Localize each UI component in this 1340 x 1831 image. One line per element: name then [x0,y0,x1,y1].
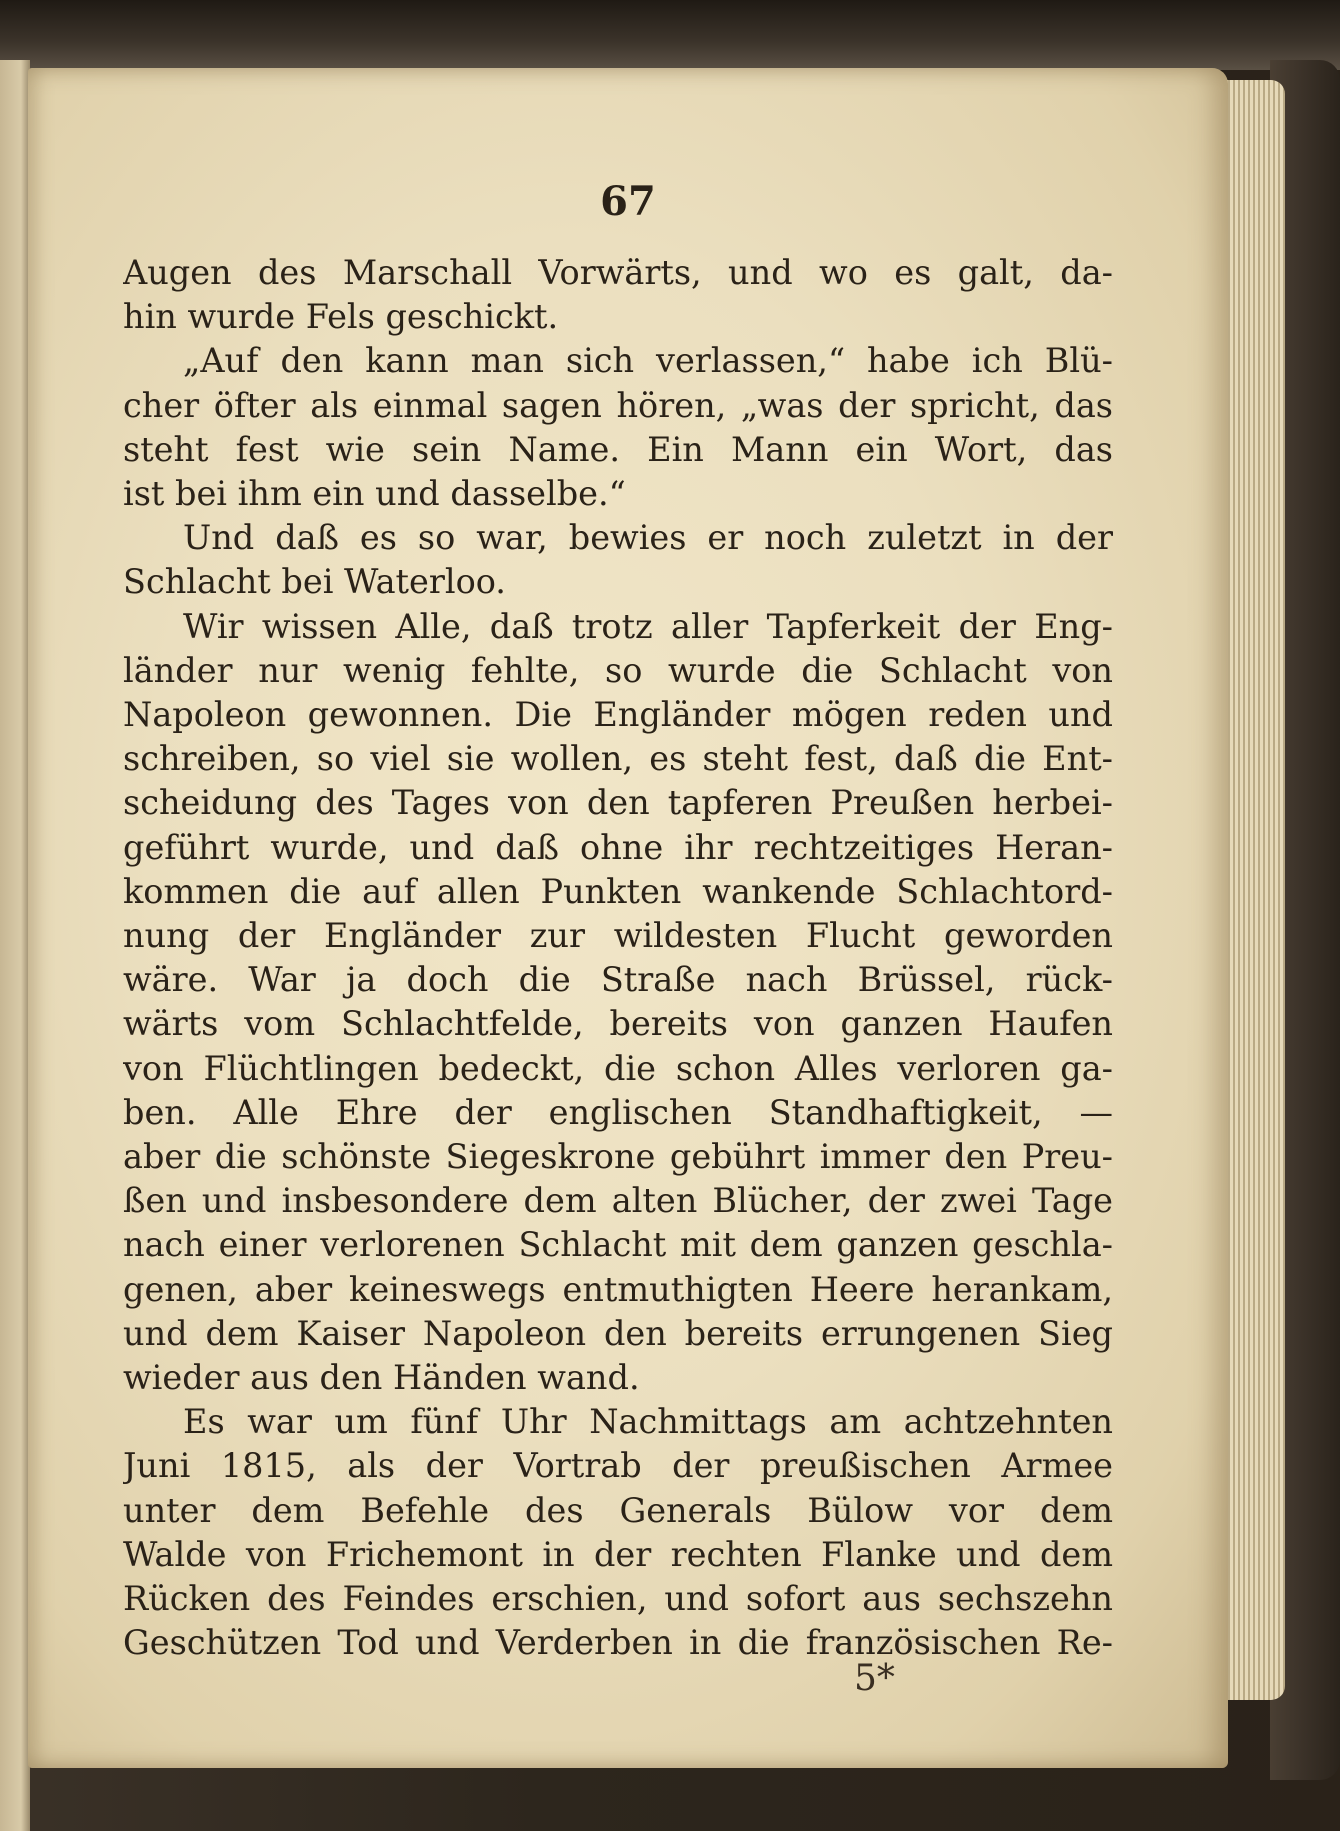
text-line: Augen des Marschall Vorwärts, und wo es galt, da- [123,253,1113,292]
text-line: ßen und insbesondere dem alten Blücher, der zwei Tage [123,1181,1113,1221]
text-line: ben. Alle Ehre der englischen Standhaftigkeit, — [123,1092,1113,1132]
text-line: hin wurde Fels geschickt. [123,297,559,337]
text-line: Es war um fünf Uhr Nachmittags am achtzehnten [183,1402,1113,1442]
cover-top-edge [0,0,1340,70]
text-line: unter dem Befehle des Generals Bülow vor dem [123,1490,1113,1530]
text-line: steht fest wie sein Name. Ein Mann ein Wort, das [123,429,1113,469]
text-line: Geschützen Tod und Verderben in die französischen Re- [123,1623,1113,1663]
text-line: kommen die auf allen Punkten wankende Schlachtord- [123,871,1113,911]
signature-mark: 5* [854,1658,895,1699]
text-line: Schlacht bei Waterloo. [123,562,506,602]
facing-page-edge [0,60,30,1831]
text-line: Napoleon gewonnen. Die Engländer mögen reden und [123,695,1113,735]
body-text [123,251,1113,1666]
text-line: wäre. War ja doch die Straße nach Brüssel, rück- [123,960,1113,1000]
text-line: Rücken des Feindes erschien, und sofort aus sechszehn [123,1579,1113,1619]
text-line: von Flüchtlingen bedeckt, die schon Alles verloren ga- [123,1048,1113,1088]
text-line: ist bei ihm ein und dasselbe.“ [123,474,626,514]
text-line: nach einer verlorenen Schlacht mit dem ganzen geschla- [123,1225,1113,1265]
text-line: Wir wissen Alle, daß trotz aller Tapferkeit der Eng- [183,606,1113,646]
text-line: und dem Kaiser Napoleon den bereits errungenen Sieg [123,1313,1113,1353]
text-line: „Auf den kann man sich verlassen,“ habe ich Blü- [183,341,1113,381]
text-line: aber die schönste Siegeskrone gebührt immer den Preu- [123,1137,1113,1177]
text-line: länder nur wenig fehlte, so wurde die Schlacht von [123,650,1113,690]
text-line: Walde von Frichemont in der rechten Flanke und dem [123,1534,1113,1574]
text-line: scheidung des Tages von den tapferen Preußen herbei- [123,783,1113,823]
text-line: nung der Engländer zur wildesten Flucht geworden [123,916,1113,956]
text-line: cher öfter als einmal sagen hören, „was der spricht, das [123,385,1113,425]
text-line: geführt wurde, und daß ohne ihr rechtzeitiges Heran- [123,827,1113,867]
book-page [28,68,1228,1768]
text-line: Und daß es so war, bewies er noch zuletzt in der [183,518,1113,558]
text-line: wärts vom Schlachtfelde, bereits von ganzen Haufen [123,1004,1113,1044]
text-line: genen, aber keineswegs entmuthigten Heere herankam, [123,1269,1113,1309]
page-number: 67 [600,178,656,225]
text-line: wieder aus den Händen wand. [123,1358,640,1398]
text-line: schreiben, so viel sie wollen, es steht fest, daß die Ent- [123,739,1113,779]
text-line: Juni 1815, als der Vortrab der preußischen Armee [123,1446,1113,1486]
